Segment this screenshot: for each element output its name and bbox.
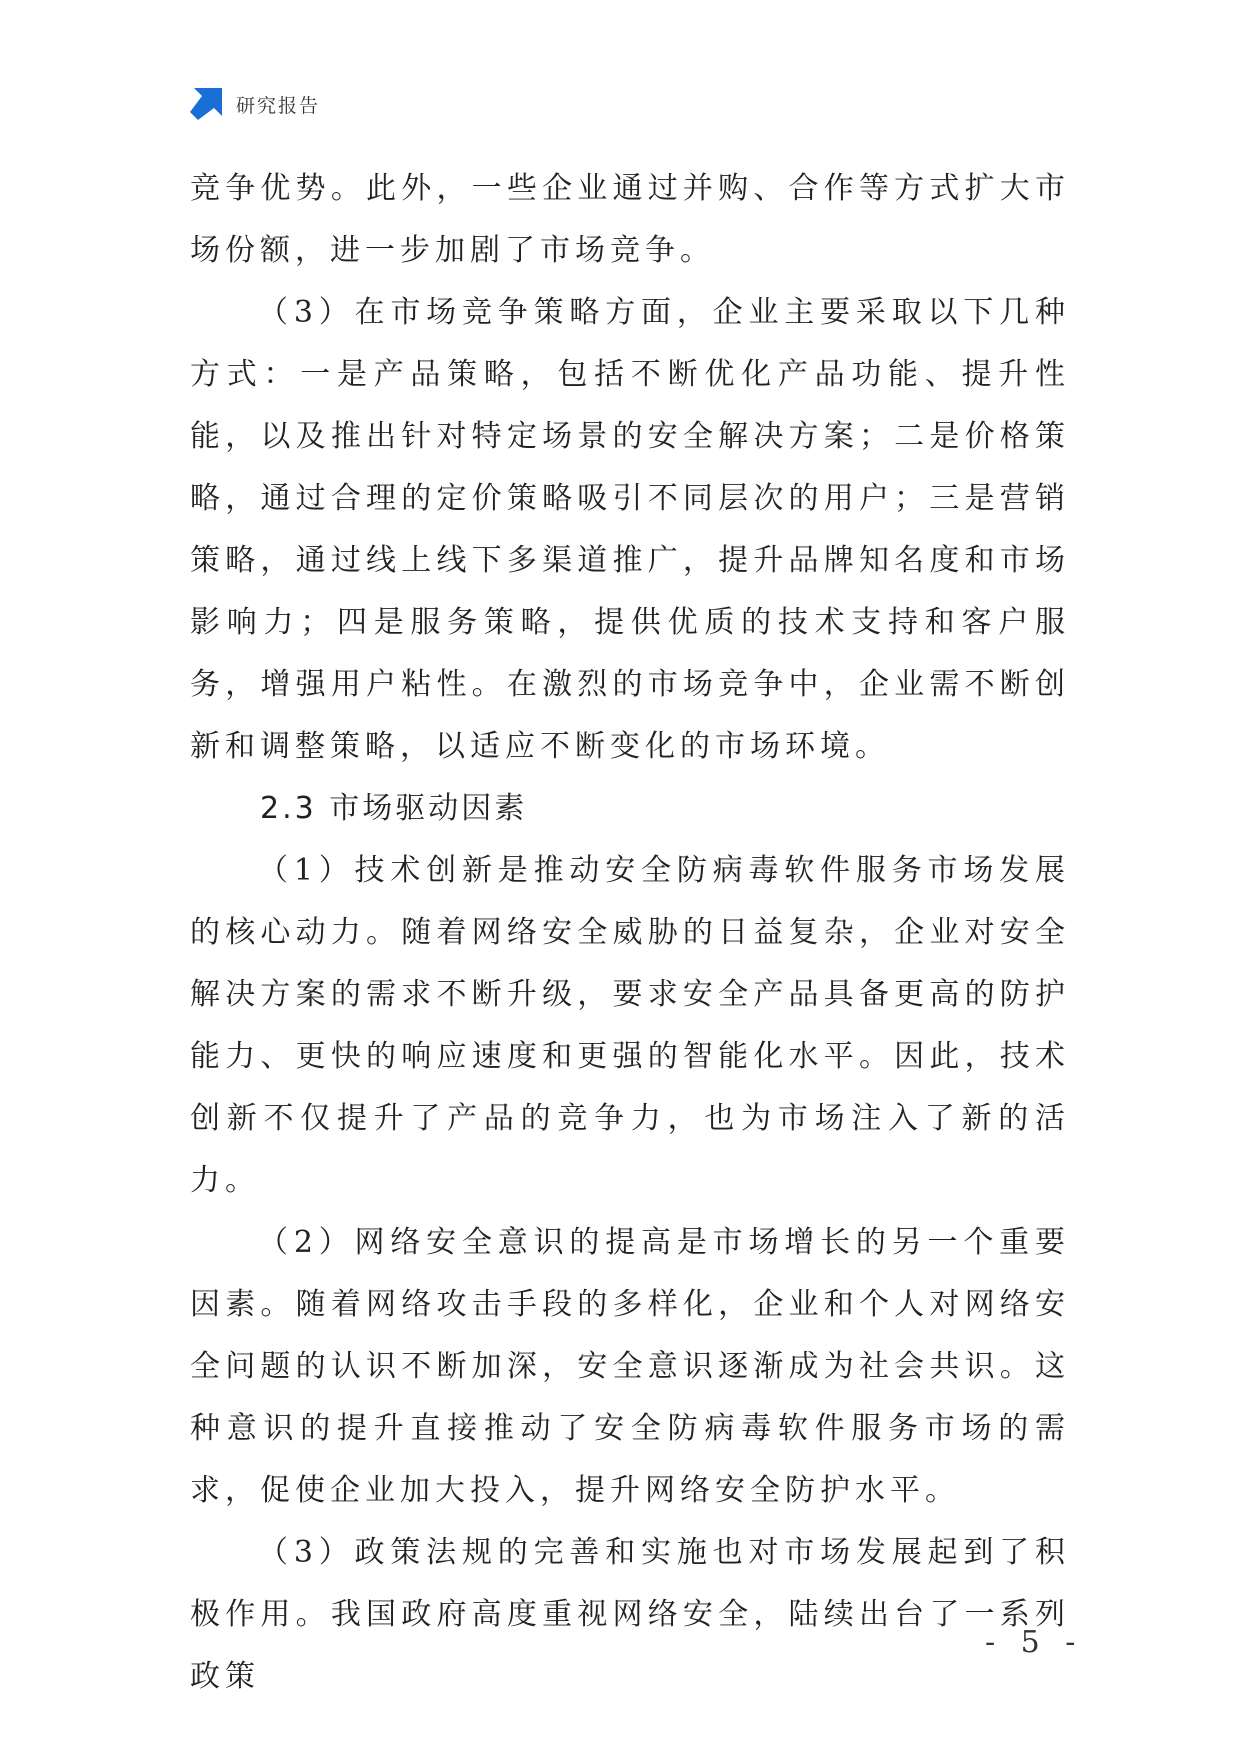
section-heading: 2.3 市场驱动因素 xyxy=(260,791,528,826)
paragraph-security-awareness: （2）网络安全意识的提高是市场增长的另一个重要因素。随着网络攻击手段的多样化，企业和个人对网络安全问题的认识不断加深，安全意识逐渐成为社会共识。这种意识的提升直接推动了安全防病毒软件服务市场的需求，促使企业加大投入，提升网络安全防护水平。 xyxy=(190,1225,1070,1508)
paragraph-continuation: 竞争优势。此外，一些企业通过并购、合作等方式扩大市场份额，进一步加剧了市场竞争。 xyxy=(190,171,1070,268)
report-header xyxy=(190,86,320,122)
paragraph-policy: （3）政策法规的完善和实施也对市场发展起到了积极作用。我国政府高度重视网络安全，陆续出台了一系列政策 xyxy=(190,1535,1070,1694)
page-number: - 5 - xyxy=(985,1625,1084,1660)
document-body xyxy=(190,158,1070,1708)
paragraph-competition-strategy: （3）在市场竞争策略方面，企业主要采取以下几种方式：一是产品策略，包括不断优化产品功能、提升性能，以及推出针对特定场景的安全解决方案；二是价格策略，通过合理的定价策略吸引不同层次的用户；三是营销策略，通过线上线下多渠道推广，提升品牌知名度和市场影响力；四是服务策略，提供优质的技术支持和客户服务，增强用户粘性。在激烈的市场竞争中，企业需不断创新和调整策略，以适应不断变化的市场环境。 xyxy=(190,295,1070,764)
arrow-up-right-icon xyxy=(190,88,222,120)
header-label: 研究报告 xyxy=(236,94,321,117)
paragraph-tech-innovation: （1）技术创新是推动安全防病毒软件服务市场发展的核心动力。随着网络安全威胁的日益复杂，企业对安全解决方案的需求不断升级，要求安全产品具备更高的防护能力、更快的响应速度和更强的智能化水平。因此，技术创新不仅提升了产品的竞争力，也为市场注入了新的活力。 xyxy=(190,853,1070,1198)
